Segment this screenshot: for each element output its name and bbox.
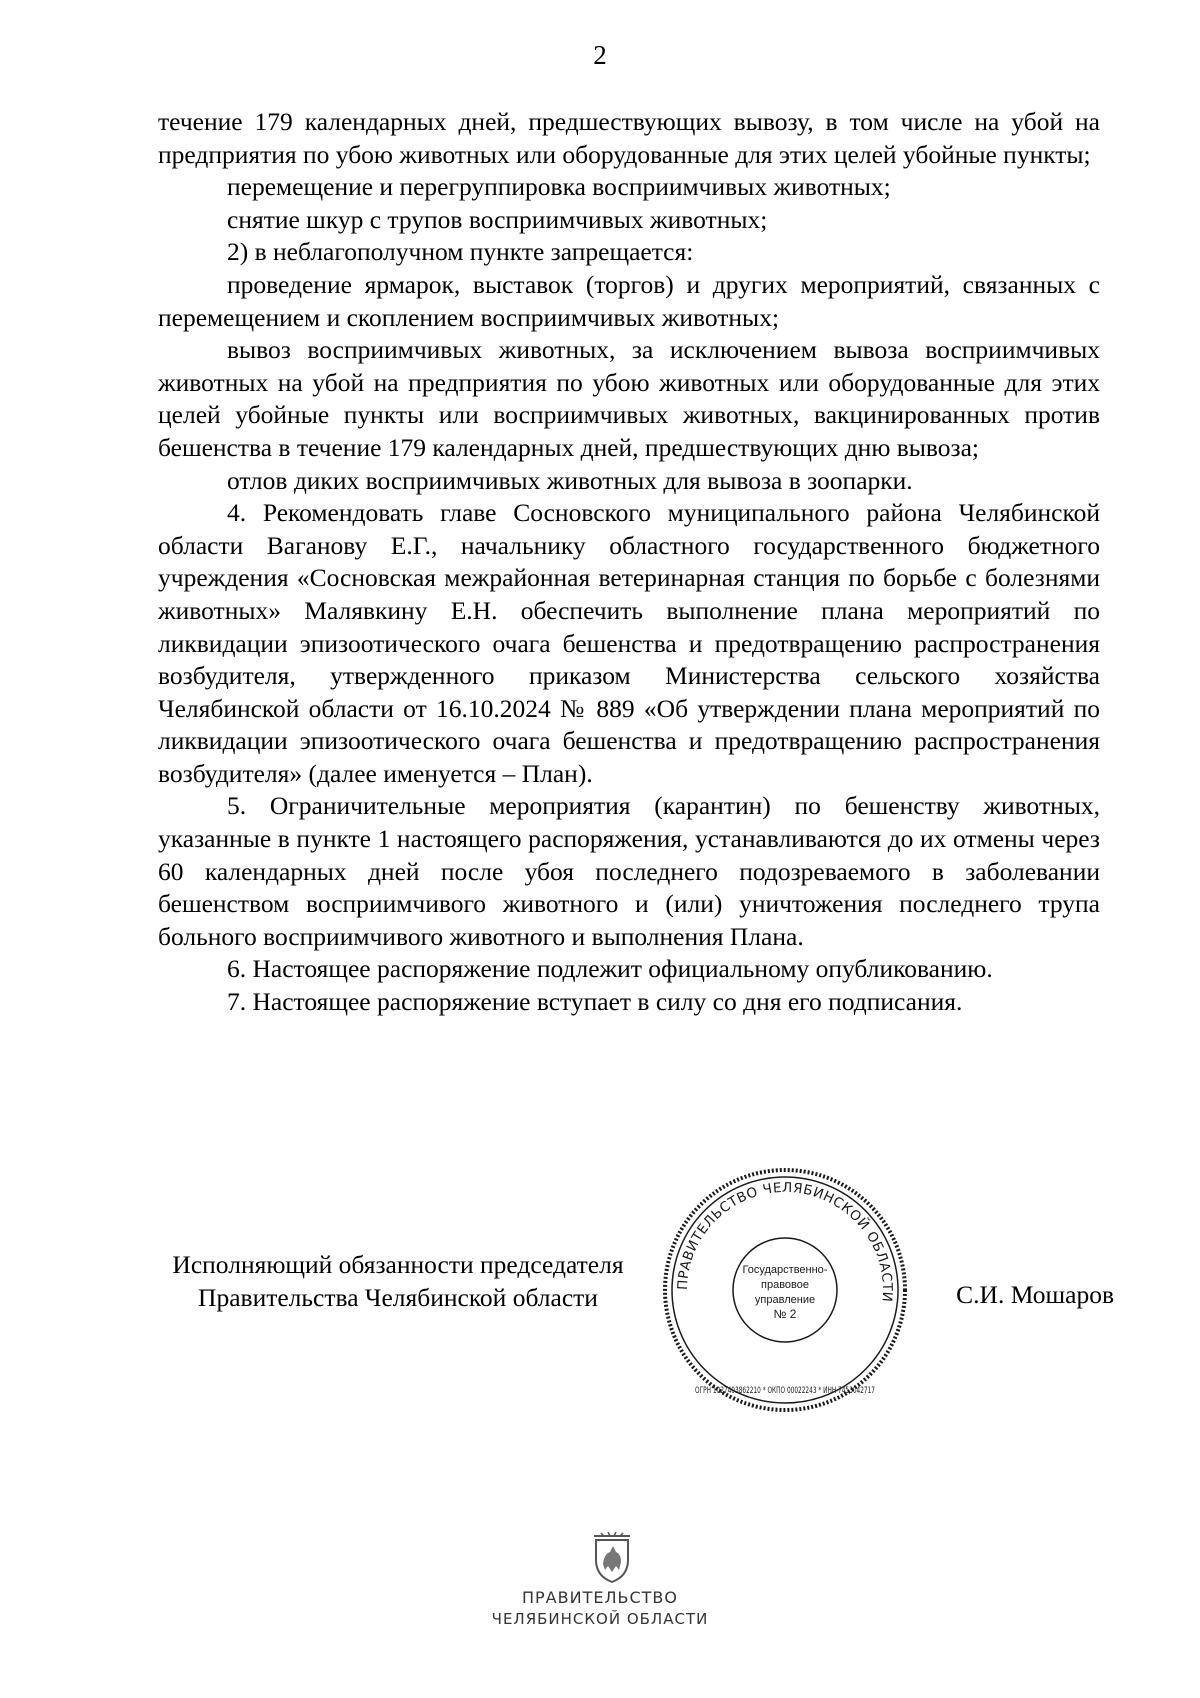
coat-of-arms-icon [590, 1530, 634, 1584]
paragraph-item-6: 6. Настоящее распоряжение подлежит официальному опубликованию. [227, 954, 993, 984]
official-seal-stamp [660, 1165, 910, 1415]
footer-org-line2: ЧЕЛЯБИНСКОЙ ОБЛАСТИ [491, 1610, 709, 1628]
seal-center-line2: правовое [761, 1279, 809, 1291]
signatory-position-line2: Правительства Челябинской области [198, 1283, 598, 1312]
paragraph-skins: снятие шкур с трупов восприимчивых животных; [227, 204, 768, 234]
signatory-position [156, 1248, 640, 1314]
signatory-name: С.И. Мошаров [956, 1280, 1114, 1309]
seal-center-line3: управление [754, 1294, 816, 1306]
paragraph-export: вывоз восприимчивых животных, за исключением вывоза восприимчивых животных на убой на предприятия по убою животных или оборудованные для этих целей убойные пункты или восприимчивых животных, вакцинированных против бешенства в течение 179 календарных дней, предшествующих дню вывоза; [158, 335, 1100, 462]
seal-outer-text: ПРАВИТЕЛЬСТВО ЧЕЛЯБИНСКОЙ ОБЛАСТИ [674, 1179, 896, 1303]
paragraph-fairs: проведение ярмарок, выставок (торгов) и других мероприятий, связанных с перемещением и скоплением восприимчивых животных; [158, 269, 1100, 332]
paragraph-continuation: течение 179 календарных дней, предшествующих вывозу, в том числе на убой на предприятия по убою животных или оборудованные для этих целей убойные пункты; [158, 107, 1100, 169]
document-body [158, 106, 1100, 1019]
seal-center-line4: № 2 [773, 1307, 797, 1321]
paragraph-item-7: 7. Настоящее распоряжение вступает в силу со дня его подписания. [227, 987, 963, 1017]
paragraph-item-5: 5. Ограничительные мероприятия (карантин) по бешенству животных, указанные в пункте 1 настоящего распоряжения, устанавливаются до их отмены через 60 календарных дней после убоя последнего подозреваемого в заболевании бешенством восприимчивого животного и (или) уничтожения последнего трупа больного восприимчивого животного и выполнения Плана. [158, 791, 1100, 951]
signatory-position-line1: Исполняющий обязанности председателя [172, 1250, 624, 1279]
paragraph-prohibited: 2) в неблагополучном пункте запрещается: [227, 237, 694, 267]
seal-center-line1: Государственно- [742, 1264, 828, 1276]
paragraph-item-4: 4. Рекомендовать главе Сосновского муниципального района Челябинской области Ваганову Е.Г., начальнику областного государственного бюджетного учреждения «Сосновская межрайонная ветеринарная станция по борьбе с болезнями животных» Малявкину Е.Н. обеспечить выполнение плана мероприятий по ликвидации эпизоотического очага бешенства и предотвращению распространения возбудителя, утвержденного приказом Министерства сельского хозяйства Челябинской области от 16.10.2024 № 889 «Об утверждении плана мероприятий по ликвидации эпизоотического очага бешенства и предотвращению распространения возбудителя» (далее именуется – План). [158, 498, 1100, 788]
paragraph-movement: перемещение и перегруппировка восприимчивых животных; [227, 172, 891, 202]
footer-org-line1: ПРАВИТЕЛЬСТВО [522, 1588, 678, 1607]
page-number: 2 [593, 40, 607, 70]
paragraph-trapping: отлов диких восприимчивых животных для вывоза в зоопарки. [227, 465, 913, 495]
seal-codes-text: ОГРН 1027403862210 * ОКПО 00022243 * ИНН 7453042717 [695, 1386, 875, 1396]
